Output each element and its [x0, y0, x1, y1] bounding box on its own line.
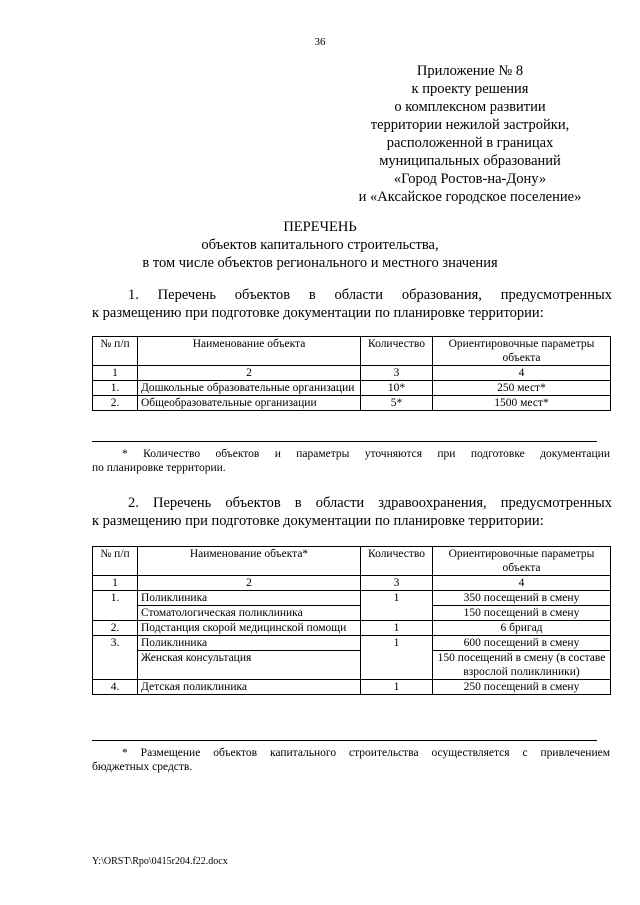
row-name: Поликлиника — [138, 591, 361, 606]
row-name: Детская поликлиника — [138, 680, 361, 695]
table-row — [93, 381, 611, 396]
table-row — [93, 651, 611, 680]
row-params: 150 посещений в смену (в составе взрослой поликлиники) — [433, 651, 611, 680]
row-name: Общеобразовательные организации — [138, 396, 361, 411]
number-cell: 3 — [361, 366, 433, 381]
title-heading: ПЕРЕЧЕНЬ — [283, 219, 357, 235]
header-cell: Наименование объекта* — [138, 547, 361, 576]
number-cell: 2 — [138, 366, 361, 381]
row-qty: 1 — [361, 680, 433, 695]
header-cell: Наименование объекта — [138, 337, 361, 366]
header-cell: Количество — [361, 547, 433, 576]
row-qty: 1 — [361, 591, 433, 621]
header-cell: № п/п — [93, 337, 138, 366]
row-num: 1. — [93, 591, 138, 621]
footnote-divider — [92, 740, 597, 741]
education-table — [92, 336, 611, 411]
healthcare-table — [92, 546, 611, 695]
row-num: 4. — [93, 680, 138, 695]
section2-footnote — [92, 746, 610, 774]
page-number: 36 — [314, 36, 326, 48]
number-cell: 4 — [433, 576, 611, 591]
header-cell: Количество — [361, 337, 433, 366]
header-cell: Ориентировочные параметры объекта — [433, 337, 611, 366]
row-num: 1. — [93, 381, 138, 396]
table-header-row — [93, 337, 611, 366]
row-params: 250 мест* — [433, 381, 611, 396]
table-row — [93, 591, 611, 606]
appendix-line: и «Аксайское городское поселение» — [358, 189, 582, 205]
number-cell: 1 — [93, 576, 138, 591]
appendix-line: «Город Ростов-на-Дону» — [393, 171, 547, 187]
section1-heading-line1: 1. Перечень объектов в области образования, предусмотренных — [128, 287, 612, 303]
footnote-line: * Количество объектов и параметры уточняются при подготовке документации — [122, 448, 610, 460]
footnote-line: бюджетных средств. — [92, 761, 193, 773]
row-params: 6 бригад — [433, 621, 611, 636]
section2-heading — [92, 494, 612, 530]
number-cell: 2 — [138, 576, 361, 591]
section2-heading-line1: 2. Перечень объектов в области здравоохранения, предусмотренных — [128, 495, 612, 511]
header-cell: Ориентировочные параметры объекта — [433, 547, 611, 576]
appendix-line: о комплексном развитии — [394, 99, 546, 115]
row-qty: 5* — [361, 396, 433, 411]
number-cell: 1 — [93, 366, 138, 381]
appendix-line: муниципальных образований — [379, 153, 561, 169]
row-name: Стоматологическая поликлиника — [138, 606, 361, 621]
number-cell: 3 — [361, 576, 433, 591]
title-line: в том числе объектов регионального и местного значения — [142, 255, 498, 271]
appendix-header — [320, 62, 620, 206]
table-row — [93, 636, 611, 651]
table-header-row — [93, 547, 611, 576]
table-row — [93, 621, 611, 636]
row-num: 2. — [93, 621, 138, 636]
footnote-divider — [92, 441, 597, 442]
table-number-row — [93, 366, 611, 381]
row-params: 1500 мест* — [433, 396, 611, 411]
table-row — [93, 396, 611, 411]
title-line: объектов капитального строительства, — [201, 237, 439, 253]
row-qty: 10* — [361, 381, 433, 396]
row-num: 3. — [93, 636, 138, 680]
appendix-line: Приложение № 8 — [416, 63, 524, 79]
table-number-row — [93, 576, 611, 591]
row-qty: 1 — [361, 621, 433, 636]
section1-heading-line2: к размещению при подготовке документации по планировке территории: — [92, 305, 544, 321]
row-params: 150 посещений в смену — [433, 606, 611, 621]
appendix-line: расположенной в границах — [386, 135, 554, 151]
file-path: Y:\ORST\Rpo\0415r204.f22.docx — [92, 856, 228, 867]
appendix-line: территории нежилой застройки, — [370, 117, 570, 133]
table-row — [93, 680, 611, 695]
row-name: Поликлиника — [138, 636, 361, 651]
header-cell: № п/п — [93, 547, 138, 576]
section1-heading — [92, 286, 612, 322]
row-name: Подстанция скорой медицинской помощи — [138, 621, 361, 636]
footnote-line: * Размещение объектов капитального строительства осуществляется с привлечением — [122, 747, 610, 759]
row-qty: 1 — [361, 636, 433, 680]
appendix-line: к проекту решения — [411, 81, 529, 97]
row-params: 250 посещений в смену — [433, 680, 611, 695]
document-title — [0, 218, 640, 272]
section2-heading-line2: к размещению при подготовке документации по планировке территории: — [92, 513, 544, 529]
table-row — [93, 606, 611, 621]
row-num: 2. — [93, 396, 138, 411]
footnote-line: по планировке территории. — [92, 462, 226, 474]
row-name: Дошкольные образовательные организации — [138, 381, 361, 396]
section1-footnote — [92, 447, 610, 475]
row-params: 350 посещений в смену — [433, 591, 611, 606]
number-cell: 4 — [433, 366, 611, 381]
row-name: Женская консультация — [138, 651, 361, 680]
row-params: 600 посещений в смену — [433, 636, 611, 651]
